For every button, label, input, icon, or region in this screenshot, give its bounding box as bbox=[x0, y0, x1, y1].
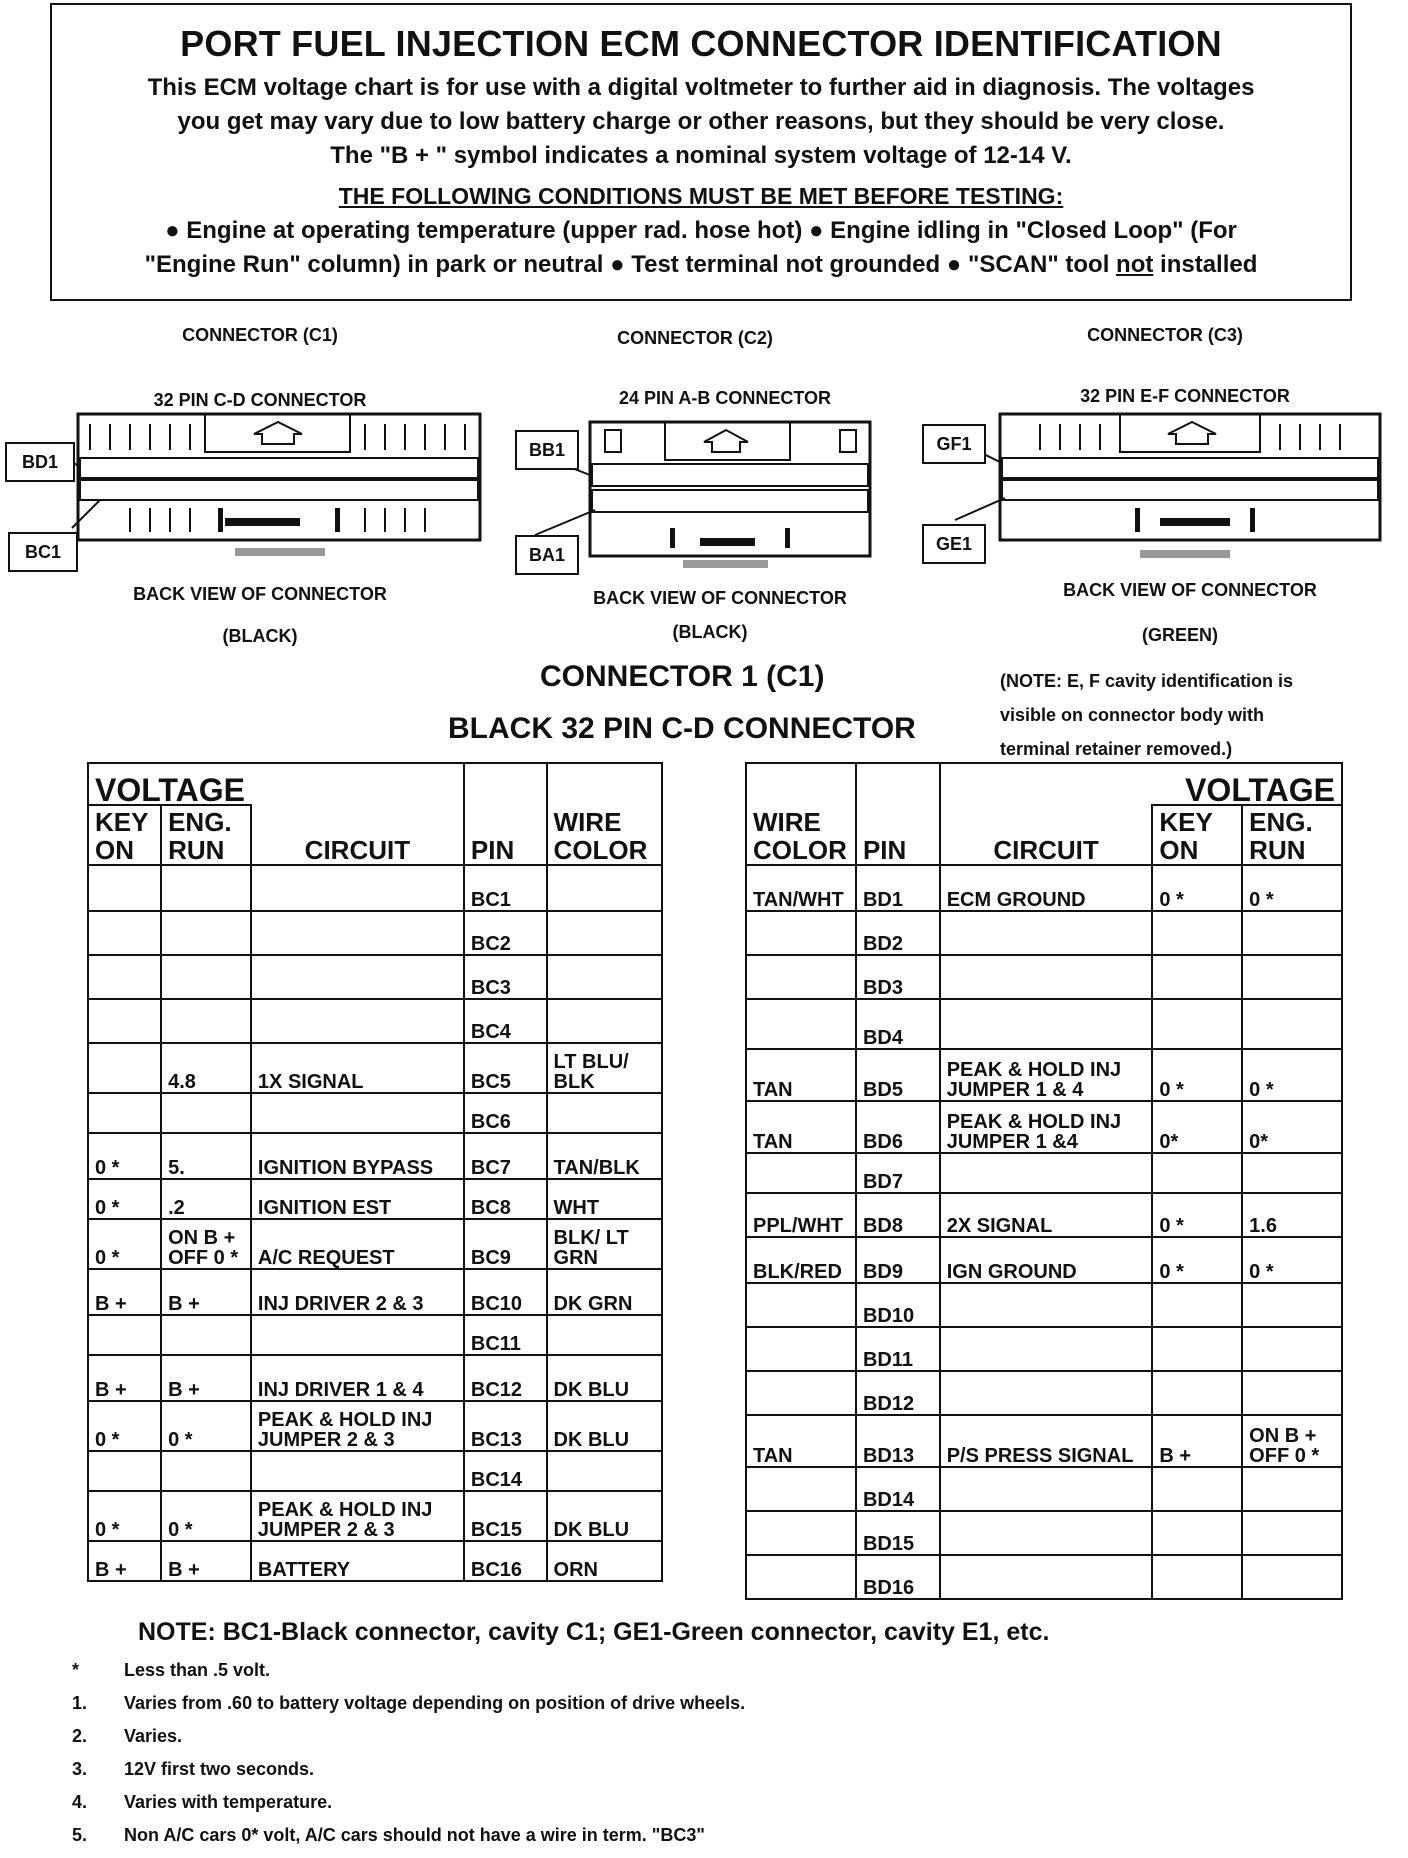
table-row bbox=[746, 1049, 1342, 1101]
right-voltage-table bbox=[745, 762, 1343, 1600]
cell-wire bbox=[746, 1153, 856, 1193]
cell-circuit bbox=[251, 1315, 464, 1355]
table-row bbox=[746, 955, 1342, 999]
cell-circuit bbox=[251, 999, 464, 1043]
cell-eng bbox=[1242, 1467, 1342, 1511]
cell-circuit: PEAK & HOLD INJ JUMPER 2 & 3 bbox=[251, 1491, 464, 1541]
cell-circuit bbox=[940, 911, 1153, 955]
col-key-on: KEY ON bbox=[88, 805, 161, 865]
table-row bbox=[88, 865, 662, 911]
footnote-item bbox=[72, 1759, 1372, 1792]
connector-c2-type: 24 PIN A-B CONNECTOR bbox=[618, 388, 832, 408]
cell-wire: DK BLU bbox=[547, 1491, 662, 1541]
col-pin: PIN bbox=[464, 805, 547, 865]
cell-pin: BD13 bbox=[856, 1415, 940, 1467]
cell-circuit: 1X SIGNAL bbox=[251, 1043, 464, 1093]
table-row bbox=[746, 1193, 1342, 1237]
connector-c1-heading: CONNECTOR (C1) bbox=[182, 325, 338, 345]
table-row bbox=[88, 1093, 662, 1133]
cell-pin: BD9 bbox=[856, 1237, 940, 1283]
cell-key: 0 * bbox=[88, 1179, 161, 1219]
header-blank bbox=[547, 763, 662, 805]
cell-key: 0* bbox=[1152, 1101, 1242, 1153]
cell-pin: BD4 bbox=[856, 999, 940, 1049]
connector-diagrams bbox=[0, 400, 1408, 570]
cell-wire: DK GRN bbox=[547, 1269, 662, 1315]
cell-wire bbox=[547, 955, 662, 999]
cell-circuit bbox=[940, 955, 1153, 999]
footnote-mark: 3. bbox=[72, 1759, 88, 1779]
cell-key: 0 * bbox=[88, 1491, 161, 1541]
cell-pin: BC4 bbox=[464, 999, 547, 1043]
cell-wire: TAN bbox=[746, 1415, 856, 1467]
cell-eng bbox=[161, 911, 251, 955]
cell-pin: BC16 bbox=[464, 1541, 547, 1581]
cell-pin: BD11 bbox=[856, 1327, 940, 1371]
cell-wire bbox=[746, 1467, 856, 1511]
cell-wire bbox=[746, 911, 856, 955]
footnote-text: Varies. bbox=[124, 1726, 183, 1746]
cell-eng: 0 * bbox=[161, 1491, 251, 1541]
cell-eng bbox=[161, 955, 251, 999]
right-table-body bbox=[746, 865, 1342, 1599]
intro-text bbox=[52, 71, 1350, 173]
cell-pin: BC7 bbox=[464, 1133, 547, 1179]
intro-line: This ECM voltage chart is for use with a digital voltmeter to further aid in diagnosis. The voltages bbox=[147, 74, 1255, 101]
connector-c1-type: 32 PIN C-D CONNECTOR bbox=[153, 390, 367, 410]
connector-c2-heading: CONNECTOR (C2) bbox=[617, 328, 773, 348]
cavity-note-line: terminal retainer removed.) bbox=[1000, 739, 1233, 759]
cell-wire bbox=[547, 911, 662, 955]
cell-circuit bbox=[251, 955, 464, 999]
cell-circuit: A/C REQUEST bbox=[251, 1219, 464, 1269]
cell-circuit bbox=[251, 1451, 464, 1491]
cell-circuit: PEAK & HOLD INJ JUMPER 1 & 4 bbox=[940, 1049, 1153, 1101]
cell-eng bbox=[1242, 999, 1342, 1049]
table-row bbox=[746, 1101, 1342, 1153]
cell-pin: BD3 bbox=[856, 955, 940, 999]
cell-key bbox=[88, 955, 161, 999]
cell-circuit bbox=[251, 865, 464, 911]
cell-wire: TAN bbox=[746, 1101, 856, 1153]
cell-eng bbox=[1242, 1555, 1342, 1599]
cell-eng: 4.8 bbox=[161, 1043, 251, 1093]
cell-key: 0 * bbox=[1152, 1193, 1242, 1237]
left-table-body bbox=[88, 865, 662, 1581]
footer-note: NOTE: BC1-Black connector, cavity C1; GE1-Green connector, cavity E1, etc. bbox=[138, 1618, 1050, 1646]
connector-c2-view: BACK VIEW OF CONNECTOR bbox=[593, 588, 847, 608]
cell-wire: DK BLU bbox=[547, 1401, 662, 1451]
cell-wire: TAN/BLK bbox=[547, 1133, 662, 1179]
cell-eng: B + bbox=[161, 1355, 251, 1401]
header-blank bbox=[746, 763, 856, 805]
table-row bbox=[746, 1511, 1342, 1555]
cell-pin: BD15 bbox=[856, 1511, 940, 1555]
col-key-on: KEY ON bbox=[1152, 805, 1242, 865]
cell-eng bbox=[161, 999, 251, 1043]
cavity-note-line: (NOTE: E, F cavity identification is bbox=[1000, 671, 1294, 691]
cell-circuit bbox=[251, 1093, 464, 1133]
cell-wire: TAN/WHT bbox=[746, 865, 856, 911]
connector-c2-color: (BLACK) bbox=[672, 622, 748, 642]
cell-key bbox=[88, 1043, 161, 1093]
table-row bbox=[88, 1219, 662, 1269]
connector-c3-heading: CONNECTOR (C3) bbox=[1087, 325, 1243, 345]
header-blank bbox=[251, 763, 464, 805]
cell-eng: 1.6 bbox=[1242, 1193, 1342, 1237]
cell-wire: WHT bbox=[547, 1179, 662, 1219]
cell-circuit bbox=[940, 1467, 1153, 1511]
cell-wire bbox=[547, 1093, 662, 1133]
tag-ge1: GE1 bbox=[922, 524, 986, 564]
left-voltage-table bbox=[87, 762, 663, 1582]
condition-line bbox=[52, 248, 1350, 282]
cell-wire: BLK/RED bbox=[746, 1237, 856, 1283]
cell-eng bbox=[1242, 1371, 1342, 1415]
footnote-mark: 2. bbox=[72, 1726, 88, 1746]
cell-key: B + bbox=[88, 1355, 161, 1401]
voltage-heading: VOLTAGE bbox=[1152, 763, 1342, 805]
tag-bd1: BD1 bbox=[5, 442, 75, 482]
cell-pin: BD1 bbox=[856, 865, 940, 911]
conditions-heading: THE FOLLOWING CONDITIONS MUST BE MET BEFORE TESTING: bbox=[338, 183, 1064, 209]
cell-key: 0 * bbox=[1152, 1237, 1242, 1283]
cavity-note-line: visible on connector body with bbox=[1000, 705, 1265, 725]
cell-key bbox=[88, 1093, 161, 1133]
cell-eng bbox=[161, 1093, 251, 1133]
connector-c3-view: BACK VIEW OF CONNECTOR bbox=[1063, 580, 1317, 600]
tag-bc1: BC1 bbox=[8, 532, 78, 572]
table-row bbox=[88, 1401, 662, 1451]
cell-eng: 5. bbox=[161, 1133, 251, 1179]
cell-wire bbox=[746, 955, 856, 999]
table-row bbox=[88, 1315, 662, 1355]
footnote-text: Varies from .60 to battery voltage depending on position of drive wheels. bbox=[124, 1693, 746, 1713]
col-eng-run: ENG. RUN bbox=[161, 805, 251, 865]
condition-line: ● Engine at operating temperature (upper rad. hose hot) ● Engine idling in "Closed Loop" (For bbox=[165, 217, 1237, 244]
header-blank bbox=[940, 763, 1153, 805]
table-row bbox=[746, 1555, 1342, 1599]
footnote-text: Non A/C cars 0* volt, A/C cars should not have a wire in term. "BC3" bbox=[124, 1825, 705, 1845]
connector-c1-view: BACK VIEW OF CONNECTOR bbox=[133, 584, 387, 604]
cell-circuit: INJ DRIVER 2 & 3 bbox=[251, 1269, 464, 1315]
cell-key: B + bbox=[1152, 1415, 1242, 1467]
cell-pin: BC5 bbox=[464, 1043, 547, 1093]
cell-pin: BD5 bbox=[856, 1049, 940, 1101]
cell-pin: BC3 bbox=[464, 955, 547, 999]
cell-key bbox=[88, 865, 161, 911]
cell-key: B + bbox=[88, 1269, 161, 1315]
cell-circuit: ECM GROUND bbox=[940, 865, 1153, 911]
cell-eng bbox=[1242, 911, 1342, 955]
cell-circuit: P/S PRESS SIGNAL bbox=[940, 1415, 1153, 1467]
cell-wire: DK BLU bbox=[547, 1355, 662, 1401]
cell-eng: 0 * bbox=[1242, 865, 1342, 911]
footnote-text: Less than .5 volt. bbox=[124, 1660, 271, 1680]
section-subtitle: BLACK 32 PIN C-D CONNECTOR bbox=[448, 712, 916, 745]
col-circuit: CIRCUIT bbox=[940, 805, 1153, 865]
table-row bbox=[746, 1237, 1342, 1283]
cell-key bbox=[1152, 1371, 1242, 1415]
section-title: CONNECTOR 1 (C1) bbox=[540, 660, 825, 693]
footnote-mark: 1. bbox=[72, 1693, 88, 1713]
cell-wire: LT BLU/ BLK bbox=[547, 1043, 662, 1093]
connector-c3-type: 32 PIN E-F CONNECTOR bbox=[1080, 386, 1290, 406]
table-row bbox=[88, 1179, 662, 1219]
cell-eng: 0 * bbox=[1242, 1049, 1342, 1101]
footnotes bbox=[72, 1660, 1372, 1858]
cell-eng: B + bbox=[161, 1269, 251, 1315]
cell-wire bbox=[547, 1315, 662, 1355]
cell-pin: BD6 bbox=[856, 1101, 940, 1153]
tag-ba1: BA1 bbox=[515, 535, 579, 575]
cell-eng bbox=[1242, 955, 1342, 999]
cell-circuit: PEAK & HOLD INJ JUMPER 1 &4 bbox=[940, 1101, 1153, 1153]
cell-wire bbox=[746, 1327, 856, 1371]
footnote-item bbox=[72, 1825, 1372, 1858]
cell-eng bbox=[161, 865, 251, 911]
intro-line: The "B + " symbol indicates a nominal system voltage of 12-14 V. bbox=[330, 142, 1072, 169]
cell-wire bbox=[746, 999, 856, 1049]
table-row bbox=[746, 1327, 1342, 1371]
cell-circuit bbox=[940, 1283, 1153, 1327]
connector-c3-color: (GREEN) bbox=[1142, 625, 1218, 645]
footnote-item bbox=[72, 1693, 1372, 1726]
cell-pin: BC9 bbox=[464, 1219, 547, 1269]
cell-pin: BD10 bbox=[856, 1283, 940, 1327]
cell-wire bbox=[547, 999, 662, 1043]
cell-pin: BD8 bbox=[856, 1193, 940, 1237]
cell-wire bbox=[547, 1451, 662, 1491]
table-row bbox=[746, 1371, 1342, 1415]
connector-c1-color: (BLACK) bbox=[222, 626, 298, 646]
cell-wire: PPL/WHT bbox=[746, 1193, 856, 1237]
cell-key bbox=[1152, 1511, 1242, 1555]
voltage-heading: VOLTAGE bbox=[88, 763, 251, 805]
cell-eng: B + bbox=[161, 1541, 251, 1581]
cell-pin: BD16 bbox=[856, 1555, 940, 1599]
cell-eng: 0* bbox=[1242, 1101, 1342, 1153]
cell-key: B + bbox=[88, 1541, 161, 1581]
cell-circuit bbox=[940, 1327, 1153, 1371]
cell-eng: ON B + OFF 0 * bbox=[1242, 1415, 1342, 1467]
cell-eng bbox=[1242, 1511, 1342, 1555]
cell-circuit bbox=[940, 1153, 1153, 1193]
cell-key bbox=[88, 999, 161, 1043]
footnote-item bbox=[72, 1726, 1372, 1759]
cell-circuit bbox=[940, 1555, 1153, 1599]
cell-circuit: BATTERY bbox=[251, 1541, 464, 1581]
tag-gf1: GF1 bbox=[922, 424, 986, 464]
table-row bbox=[88, 1451, 662, 1491]
table-row bbox=[746, 1467, 1342, 1511]
page-title: PORT FUEL INJECTION ECM CONNECTOR IDENTIFICATION bbox=[180, 23, 1222, 64]
cell-key bbox=[88, 1315, 161, 1355]
table-row bbox=[88, 1269, 662, 1315]
table-row bbox=[88, 1541, 662, 1581]
cell-key bbox=[1152, 955, 1242, 999]
cell-eng bbox=[161, 1451, 251, 1491]
cell-wire: TAN bbox=[746, 1049, 856, 1101]
cell-key bbox=[1152, 1555, 1242, 1599]
cell-key bbox=[88, 1451, 161, 1491]
not-emphasis: not bbox=[1116, 251, 1154, 278]
cell-pin: BC8 bbox=[464, 1179, 547, 1219]
col-eng-run: ENG. RUN bbox=[1242, 805, 1342, 865]
cell-pin: BC10 bbox=[464, 1269, 547, 1315]
cell-pin: BD12 bbox=[856, 1371, 940, 1415]
cell-key: 0 * bbox=[88, 1133, 161, 1179]
cell-key bbox=[1152, 1467, 1242, 1511]
cell-circuit: IGN GROUND bbox=[940, 1237, 1153, 1283]
cell-wire: ORN bbox=[547, 1541, 662, 1581]
cell-key: 0 * bbox=[1152, 1049, 1242, 1101]
cell-eng: ON B + OFF 0 * bbox=[161, 1219, 251, 1269]
cavity-note bbox=[1000, 664, 1293, 766]
cell-pin: BC12 bbox=[464, 1355, 547, 1401]
cell-key bbox=[1152, 999, 1242, 1049]
cell-wire bbox=[746, 1283, 856, 1327]
cell-pin: BC15 bbox=[464, 1491, 547, 1541]
cell-eng bbox=[1242, 1153, 1342, 1193]
table-row bbox=[746, 1153, 1342, 1193]
cell-wire: BLK/ LT GRN bbox=[547, 1219, 662, 1269]
cell-pin: BC1 bbox=[464, 865, 547, 911]
header-blank bbox=[464, 763, 547, 805]
cell-pin: BD2 bbox=[856, 911, 940, 955]
cell-eng bbox=[161, 1315, 251, 1355]
cell-pin: BC14 bbox=[464, 1451, 547, 1491]
condition-text: "Engine Run" column) in park or neutral ● Test terminal not grounded ● "SCAN" tool bbox=[144, 251, 1117, 278]
intro-line: you get may vary due to low battery charge or other reasons, but they should be very close. bbox=[177, 108, 1225, 135]
cell-pin: BC13 bbox=[464, 1401, 547, 1451]
footnote-mark: * bbox=[72, 1660, 80, 1680]
cell-key bbox=[1152, 1327, 1242, 1371]
cell-key: 0 * bbox=[88, 1401, 161, 1451]
cell-circuit: 2X SIGNAL bbox=[940, 1193, 1153, 1237]
col-wire-color: WIRE COLOR bbox=[547, 805, 662, 865]
cell-key bbox=[1152, 911, 1242, 955]
cell-pin: BC2 bbox=[464, 911, 547, 955]
cell-wire bbox=[746, 1371, 856, 1415]
table-row bbox=[746, 1415, 1342, 1467]
cell-circuit bbox=[940, 999, 1153, 1049]
cell-key: 0 * bbox=[88, 1219, 161, 1269]
table-row bbox=[88, 1043, 662, 1093]
cell-wire bbox=[547, 865, 662, 911]
table-row bbox=[88, 1355, 662, 1401]
col-wire-color: WIRE COLOR bbox=[746, 805, 856, 865]
cell-eng: 0 * bbox=[161, 1401, 251, 1451]
conditions-text bbox=[52, 214, 1350, 282]
cell-pin: BC6 bbox=[464, 1093, 547, 1133]
cell-pin: BC11 bbox=[464, 1315, 547, 1355]
footnote-mark: 5. bbox=[72, 1825, 88, 1845]
cell-eng: .2 bbox=[161, 1179, 251, 1219]
col-pin: PIN bbox=[856, 805, 940, 865]
table-row bbox=[88, 1491, 662, 1541]
cell-wire bbox=[746, 1511, 856, 1555]
table-row bbox=[88, 911, 662, 955]
cell-circuit: INJ DRIVER 1 & 4 bbox=[251, 1355, 464, 1401]
cell-circuit: IGNITION BYPASS bbox=[251, 1133, 464, 1179]
table-row bbox=[88, 955, 662, 999]
table-row bbox=[746, 911, 1342, 955]
table-row bbox=[746, 1283, 1342, 1327]
footnote-text: Varies with temperature. bbox=[124, 1792, 333, 1812]
cell-key bbox=[1152, 1153, 1242, 1193]
cell-circuit bbox=[940, 1511, 1153, 1555]
footnote-text: 12V first two seconds. bbox=[124, 1759, 315, 1779]
condition-text: installed bbox=[1153, 251, 1258, 278]
footnote-item bbox=[72, 1792, 1372, 1825]
cell-key bbox=[1152, 1283, 1242, 1327]
table-row bbox=[746, 865, 1342, 911]
header-box bbox=[50, 3, 1352, 301]
cell-circuit bbox=[940, 1371, 1153, 1415]
cell-circuit: IGNITION EST bbox=[251, 1179, 464, 1219]
col-circuit: CIRCUIT bbox=[251, 805, 464, 865]
header-blank bbox=[856, 763, 940, 805]
cell-circuit: PEAK & HOLD INJ JUMPER 2 & 3 bbox=[251, 1401, 464, 1451]
cell-wire bbox=[746, 1555, 856, 1599]
tag-bb1: BB1 bbox=[515, 430, 579, 470]
footnote-mark: 4. bbox=[72, 1792, 88, 1812]
cell-eng: 0 * bbox=[1242, 1237, 1342, 1283]
cell-pin: BD7 bbox=[856, 1153, 940, 1193]
footnote-item bbox=[72, 1660, 1372, 1693]
cell-key: 0 * bbox=[1152, 865, 1242, 911]
cell-eng bbox=[1242, 1327, 1342, 1371]
table-row bbox=[88, 1133, 662, 1179]
cell-key bbox=[88, 911, 161, 955]
table-row bbox=[746, 999, 1342, 1049]
cell-pin: BD14 bbox=[856, 1467, 940, 1511]
table-row bbox=[88, 999, 662, 1043]
cell-eng bbox=[1242, 1283, 1342, 1327]
cell-circuit bbox=[251, 911, 464, 955]
